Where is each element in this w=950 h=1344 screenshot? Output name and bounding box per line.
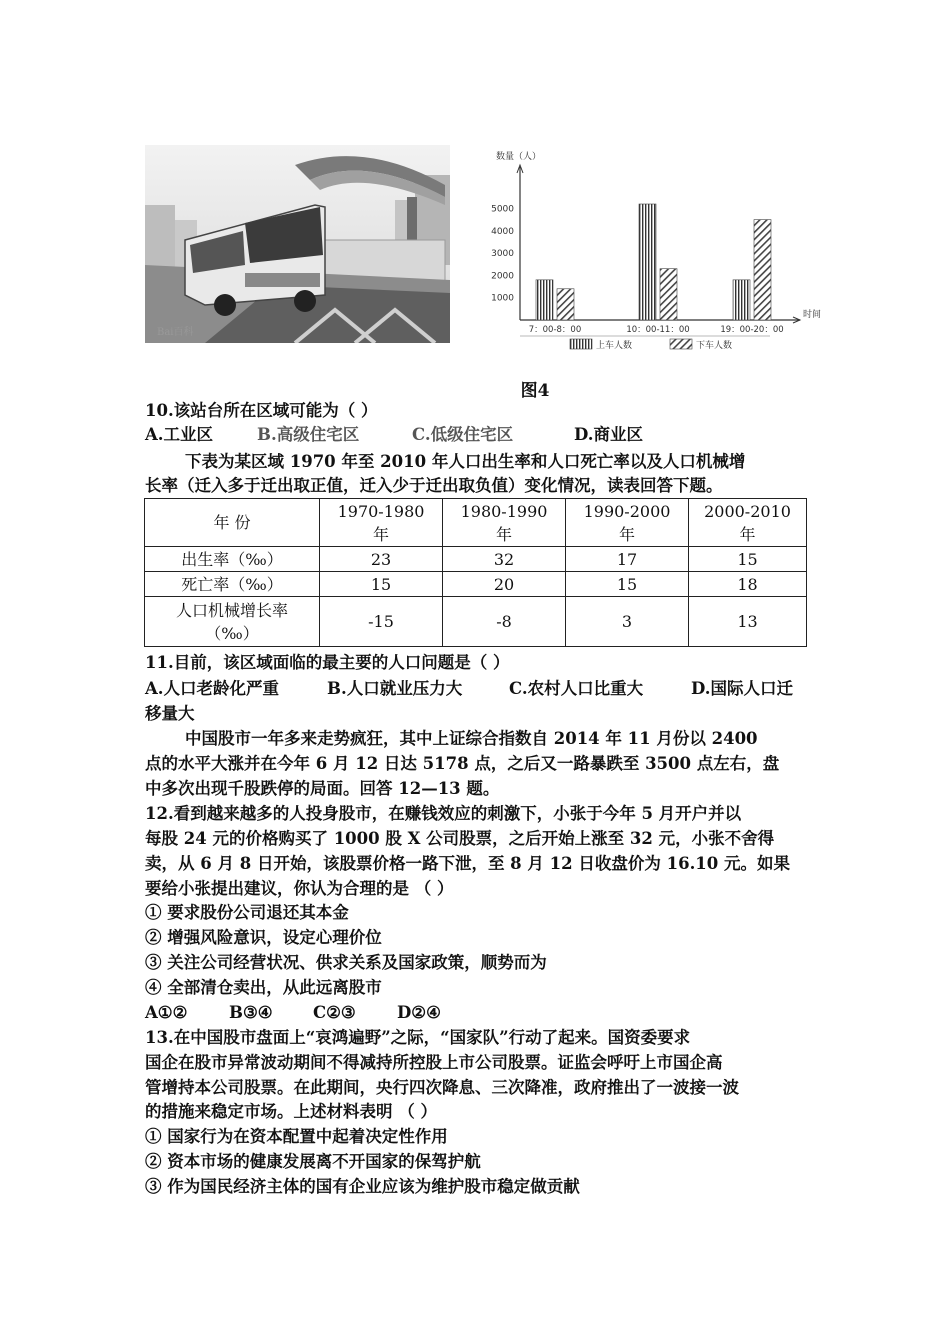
table-cell: 17 — [566, 547, 689, 572]
table-header-label: 年 份 — [145, 499, 320, 547]
bar-alighting — [754, 220, 771, 320]
q10-options — [145, 423, 643, 447]
q13-item-3: ③ 作为国民经济主体的国有企业应该为维护股市稳定做贡献 — [145, 1177, 580, 1196]
row-label-line: （‰） — [205, 623, 259, 643]
q11-options — [145, 677, 793, 701]
row-label-line: 人口机械增长率 — [175, 600, 288, 620]
row-label — [145, 597, 320, 647]
table-cell: 13 — [689, 597, 807, 647]
bar-boarding — [733, 280, 750, 320]
q11-option-d-cont: 移量大 — [145, 704, 195, 723]
stock-intro-line3: 中多次出现千股跌停的局面。回答 12—13 题。 — [145, 779, 500, 798]
bar-alighting — [660, 269, 677, 320]
row-label: 死亡率（‰） — [145, 572, 320, 597]
q12-item-2: ② 增强风险意识，设定心理价位 — [145, 928, 382, 947]
y-tick-label: 4000 — [491, 226, 514, 237]
q13-item-2: ② 资本市场的健康发展离不开国家的保驾护航 — [145, 1152, 481, 1171]
y-tick-label: 3000 — [491, 249, 514, 260]
y-tick-label: 5000 — [491, 204, 514, 215]
table-header-row — [145, 499, 807, 547]
period-range: 2000-2010 — [704, 501, 791, 521]
q11-stem: 11.目前，该区域面临的最主要的人口问题是（ ） — [145, 653, 510, 672]
period-range: 1970-1980 — [337, 501, 425, 521]
table-intro-line2: 长率（迁入多于迁出取正值，迁入少于迁出取负值）变化情况，读表回答下题。 — [145, 476, 723, 495]
period-unit: 年 — [618, 524, 635, 544]
legend-swatch-boarding — [570, 339, 592, 349]
table-header-period — [566, 499, 689, 547]
q13-line4: 的措施来稳定市场。上述材料表明 （ ） — [145, 1102, 437, 1121]
figure-label: 图4 — [520, 381, 550, 401]
table-intro-line1: 下表为某区域 1970 年至 2010 年人口出生率和人口死亡率以及人口机械增 — [185, 452, 746, 471]
q12-line2: 每股 24 元的价格购买了 1000 股 X 公司股票，之后开始上涨至 32 元，小张不舍得 — [145, 829, 775, 848]
table-cell: 23 — [320, 547, 443, 572]
y-tick-label: 1000 — [491, 293, 514, 304]
q13-line2: 国企在股市异常波动期间不得减持所控股上市公司股票。证监会呼吁上市国企高 — [145, 1053, 723, 1072]
q11-option-b[interactable]: B.人口就业压力大 — [327, 679, 463, 698]
table-cell: -15 — [320, 597, 443, 647]
table-cell: 32 — [443, 547, 566, 572]
q12-option-d[interactable]: D②④ — [397, 1003, 441, 1022]
period-unit: 年 — [372, 524, 389, 544]
population-table — [144, 498, 807, 647]
q12-line4: 要给小张提出建议，你认为合理的是 （ ） — [145, 879, 454, 898]
q12-option-c[interactable]: C②③ — [313, 1003, 356, 1022]
legend-label-boarding: 上车人数 — [596, 341, 633, 351]
legend-label-alighting: 下车人数 — [696, 341, 733, 351]
table-cell: 20 — [443, 572, 566, 597]
q12-line3: 卖，从 6 月 8 日开始，该股票价格一路下泄，至 8 月 12 日收盘价为 16.10 元。如果 — [145, 854, 791, 873]
q11-option-c[interactable]: C.农村人口比重大 — [509, 679, 644, 698]
table-cell: 18 — [689, 572, 807, 597]
stock-intro-line2: 点的水平大涨并在今年 6 月 12 日达 5178 点，之后又一路暴跌至 3500 点左右，盘 — [145, 754, 780, 773]
q12-item-4: ④ 全部清仓卖出，从此远离股市 — [145, 978, 382, 997]
table-cell: 15 — [566, 572, 689, 597]
row-label: 出生率（‰） — [145, 547, 320, 572]
bus-station-illustration — [145, 145, 450, 343]
table-row — [145, 572, 807, 597]
photo-watermark: Bai百科 — [157, 327, 194, 338]
q13-line3: 管增持本公司股票。在此期间，央行四次降息、三次降准，政府推出了一波接一波 — [145, 1078, 739, 1097]
q10-option-a[interactable]: A.工业区 — [145, 425, 214, 444]
q12-line1: 12.看到越来越多的人投身股市，在赚钱效应的刺激下，小张于今年 5 月开户并以 — [145, 804, 742, 823]
table-cell: 15 — [320, 572, 443, 597]
period-range: 1990-2000 — [583, 501, 671, 521]
q12-option-b[interactable]: B③④ — [229, 1003, 273, 1022]
bar-boarding — [639, 204, 656, 320]
q10-option-d[interactable]: D.商业区 — [574, 425, 643, 444]
q12-option-a[interactable]: A①② — [145, 1003, 188, 1022]
q12-options — [145, 1001, 441, 1025]
table-cell: -8 — [443, 597, 566, 647]
period-range: 1980-1990 — [460, 501, 548, 521]
x-axis-label: 时间 — [803, 310, 822, 320]
table-row — [145, 597, 807, 647]
q10-stem: 10.该站台所在区域可能为（ ） — [145, 401, 378, 420]
stock-intro-line1: 中国股市一年多来走势疯狂，其中上证综合指数自 2014 年 11 月份以 2400 — [185, 729, 758, 748]
table-header-period — [443, 499, 566, 547]
q13-item-1: ① 国家行为在资本配置中起着决定性作用 — [145, 1127, 448, 1146]
bar-boarding — [536, 280, 553, 320]
bar-alighting — [557, 289, 574, 320]
q10-option-b[interactable]: B.高级住宅区 — [257, 425, 360, 444]
y-tick-label: 2000 — [491, 271, 514, 282]
x-tick-label: 7：00-8：00 — [528, 325, 582, 335]
q13-line1: 13.在中国股市盘面上“哀鸿遍野”之际，“国家队”行动了起来。国资委要求 — [145, 1028, 691, 1047]
period-unit: 年 — [495, 524, 512, 544]
x-tick-label: 10：00-11：00 — [626, 325, 690, 335]
q11-option-d[interactable]: D.国际人口迁 — [691, 679, 793, 698]
bus-station-photo — [145, 145, 450, 343]
legend-swatch-alighting — [670, 339, 692, 349]
q10-option-c[interactable]: C.低级住宅区 — [412, 425, 514, 444]
y-axis-label: 数量（人） — [496, 152, 542, 162]
passenger-bar-chart — [480, 145, 830, 355]
period-unit: 年 — [739, 524, 756, 544]
table-cell: 3 — [566, 597, 689, 647]
table-header-period — [689, 499, 807, 547]
table-row — [145, 547, 807, 572]
table-cell: 15 — [689, 547, 807, 572]
x-tick-label: 19：00-20：00 — [720, 325, 784, 335]
table-header-period — [320, 499, 443, 547]
q11-option-a[interactable]: A.人口老龄化严重 — [145, 679, 280, 698]
q12-item-3: ③ 关注公司经营状况、供求关系及国家政策，顺势而为 — [145, 953, 547, 972]
q12-item-1: ① 要求股份公司退还其本金 — [145, 903, 349, 922]
